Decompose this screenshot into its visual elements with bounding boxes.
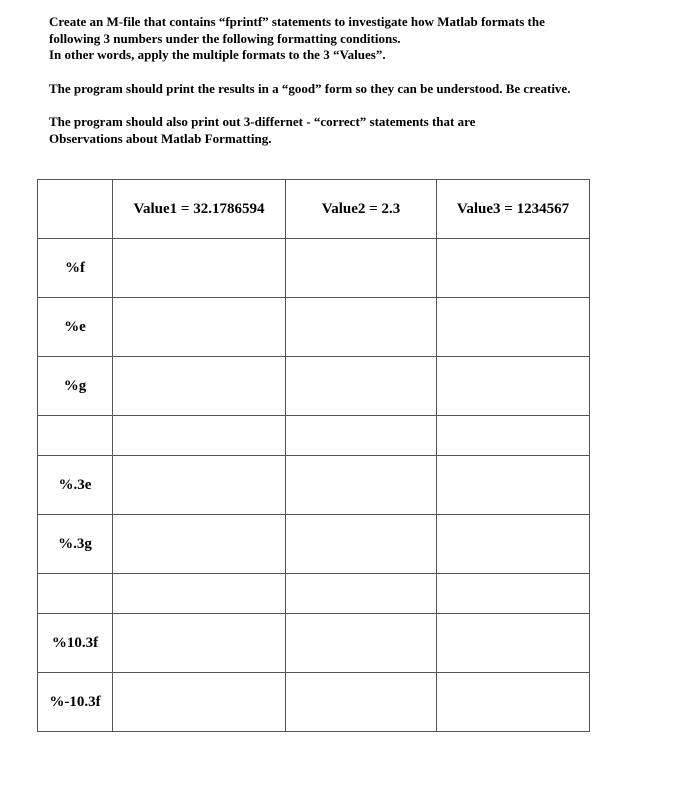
table-cell — [113, 298, 286, 357]
table-cell — [437, 673, 590, 732]
header-cell-value3: Value3 = 1234567 — [437, 180, 590, 239]
table-cell — [113, 515, 286, 574]
format-label: %-10.3f — [38, 673, 113, 732]
instruction-line: In other words, apply the multiple formats to the 3 “Values”. — [49, 47, 386, 62]
header-cell-value1: Value1 = 32.1786594 — [113, 180, 286, 239]
table-row — [38, 456, 590, 515]
header-cell-value2: Value2 = 2.3 — [286, 180, 437, 239]
format-label: %f — [38, 239, 113, 298]
table-cell — [286, 614, 437, 673]
table-cell — [113, 673, 286, 732]
table-row — [38, 614, 590, 673]
table-row-spacer — [38, 574, 590, 614]
table-cell — [286, 673, 437, 732]
instruction-line: The program should print the results in a “good” form so they can be understood. Be creative. — [49, 80, 571, 96]
instruction-line: Observations about Matlab Formatting. — [49, 130, 272, 146]
table-row — [38, 298, 590, 357]
table-cell — [286, 515, 437, 574]
table-cell — [113, 456, 286, 515]
table-cell — [437, 515, 590, 574]
table-cell — [437, 357, 590, 416]
table-cell — [437, 416, 590, 456]
instruction-line: The program should also print out 3-differnet - “correct” statements that are — [49, 114, 476, 129]
header-row — [38, 180, 590, 239]
format-label: %.3e — [38, 456, 113, 515]
table-cell — [286, 456, 437, 515]
format-label: %e — [38, 298, 113, 357]
format-label — [38, 416, 113, 456]
table-row — [38, 673, 590, 732]
table-row-spacer — [38, 416, 590, 456]
format-label: %10.3f — [38, 614, 113, 673]
table-row — [38, 515, 590, 574]
table-cell — [286, 416, 437, 456]
table-cell — [286, 298, 437, 357]
table-cell — [437, 574, 590, 614]
table-cell — [437, 298, 590, 357]
instructions — [49, 14, 669, 147]
format-table — [37, 179, 590, 732]
header-cell-corner — [38, 180, 113, 239]
format-label: %g — [38, 357, 113, 416]
table-cell — [113, 357, 286, 416]
table-cell — [437, 239, 590, 298]
table-cell — [286, 574, 437, 614]
table-cell — [437, 614, 590, 673]
format-label: %.3g — [38, 515, 113, 574]
table-row — [38, 357, 590, 416]
table-cell — [113, 416, 286, 456]
table-cell — [286, 239, 437, 298]
instruction-line: Create an M-file that contains “fprintf” statements to investigate how Matlab formats the — [49, 14, 545, 29]
table-cell — [286, 357, 437, 416]
table-cell — [113, 239, 286, 298]
instruction-line: following 3 numbers under the following formatting conditions. — [49, 30, 401, 46]
table-row — [38, 239, 590, 298]
table-cell — [113, 574, 286, 614]
format-label — [38, 574, 113, 614]
table-cell — [113, 614, 286, 673]
table-cell — [437, 456, 590, 515]
